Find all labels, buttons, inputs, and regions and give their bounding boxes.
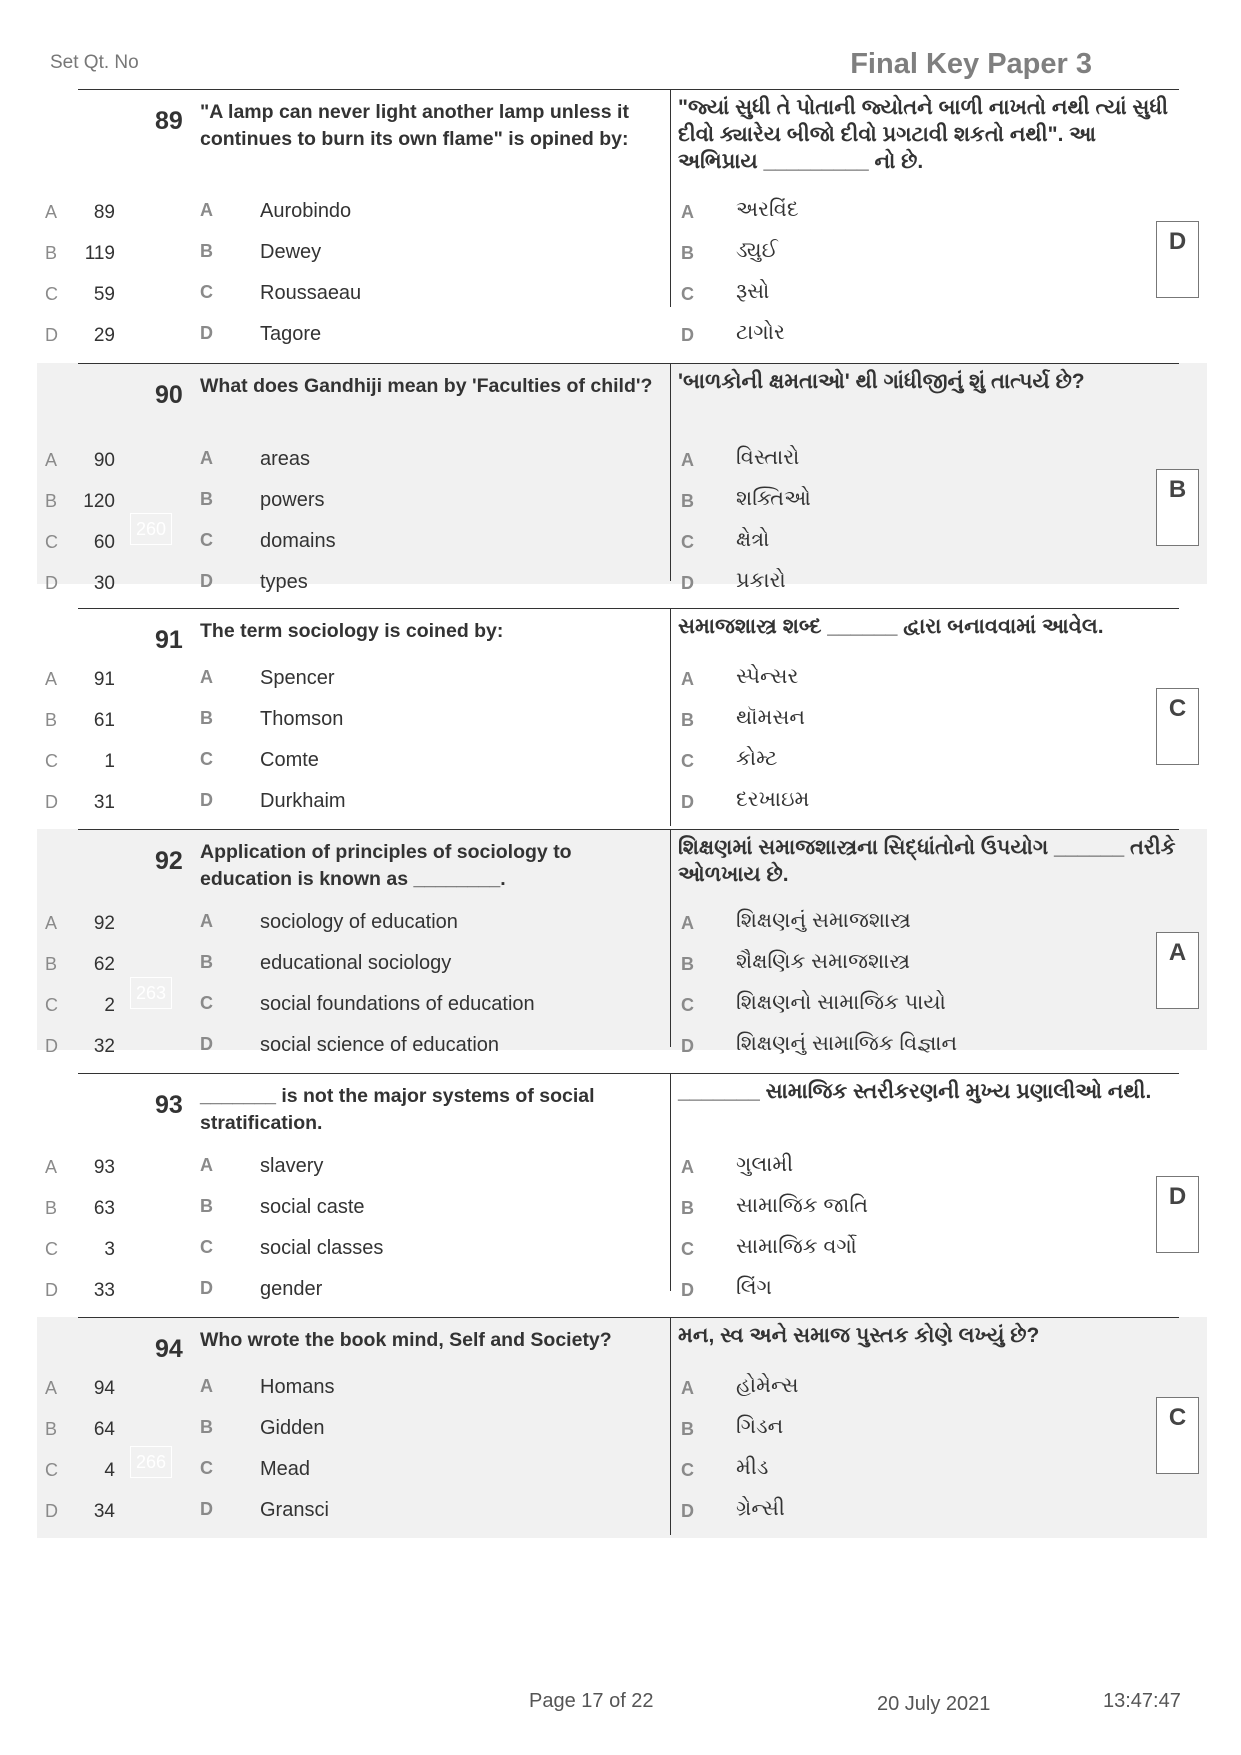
question-text-gujarati: મન, સ્વ અને સમાજ પુસ્તક કોણે લખ્યું છે? (678, 1324, 1040, 1347)
option-letter: A (200, 1376, 213, 1396)
divider (78, 1073, 1179, 1074)
question-block (37, 1317, 1207, 1538)
question-number: 93 (155, 1091, 183, 1119)
set-question-number: 91 (93, 669, 115, 690)
set-label: A (45, 1378, 58, 1398)
option-letter-gujarati: C (681, 532, 694, 552)
set-question-number: 120 (83, 491, 115, 512)
option-letter: B (200, 1196, 213, 1216)
option-text-gujarati: ક્ષેત્રો (736, 528, 770, 551)
option-letter: C (200, 993, 213, 1013)
option-row (37, 944, 1207, 984)
set-label: D (45, 573, 58, 593)
divider (78, 829, 1179, 830)
answer-key-box (1156, 1176, 1199, 1253)
option-text-gujarati: ટાગોર (736, 321, 785, 344)
option-letter: D (200, 571, 213, 591)
question-block (37, 363, 1207, 594)
question-text-gujarati: "જ્યાં સુધી તે પોતાની જ્યોતને બાળી નાખતો નથી ત્યાં સુધી દીવો ક્યારેય બીજો દીવો પ્રગટાવી શકતો નથી". આ અભિપ્રાય _________ નો છે. (678, 96, 1169, 173)
option-text-english: Aurobindo (260, 200, 352, 222)
option-letter: A (200, 448, 213, 468)
option-text-english: Tagore (260, 323, 322, 345)
set-question-number: 89 (93, 202, 115, 223)
option-letter-gujarati: C (681, 1460, 694, 1480)
option-letter: C (200, 282, 213, 302)
option-text-gujarati: સામાજિક વર્ગો (736, 1235, 857, 1258)
set-label: C (45, 995, 58, 1015)
set-label: B (45, 1198, 58, 1218)
set-label: A (45, 202, 58, 222)
question-text-gujarati: _______ સામાજિક સ્તરીકરણની મુખ્ય પ્રણાલીઓ નથી. (678, 1080, 1152, 1103)
option-text-gujarati: શિક્ષણનું સામાજિક વિજ્ઞાન (736, 1032, 958, 1055)
option-text-english: areas (260, 448, 311, 470)
set-label: B (45, 491, 58, 511)
option-letter-gujarati: A (681, 1157, 694, 1177)
option-row (37, 274, 1207, 314)
set-label: B (45, 710, 58, 730)
option-letter-gujarati: A (681, 669, 694, 689)
option-text-english: Homans (260, 1376, 335, 1398)
set-label: A (45, 669, 58, 689)
option-text-english: Gransci (260, 1499, 329, 1521)
question-text-gujarati: 'બાળકોની ક્ષમતાઓ' થી ગાંધીજીનું શું તાત્પર્ય છે? (678, 370, 1085, 393)
option-text-english: social foundations of education (260, 993, 535, 1015)
option-row (37, 659, 1207, 699)
answer-key: B (1168, 476, 1187, 503)
question-number: 90 (155, 381, 183, 409)
set-question-number: 4 (104, 1460, 115, 1481)
option-text-gujarati: શિક્ષણનો સામાજિક પાયો (736, 991, 946, 1014)
question-number: 94 (155, 1335, 183, 1363)
set-question-number: 33 (93, 1280, 115, 1301)
set-question-number: 1 (104, 751, 115, 772)
option-letter: A (200, 911, 213, 931)
watermark-number: 263 (130, 977, 172, 1009)
set-label: A (45, 450, 58, 470)
answer-key-box (1156, 688, 1199, 765)
divider (78, 1317, 1179, 1318)
question-text-gujarati: સમાજશાસ્ત્ર શબ્દ ______ દ્વારા બનાવવામાં આવેલ. (678, 615, 1104, 638)
option-letter-gujarati: D (681, 573, 694, 593)
option-letter-gujarati: B (681, 491, 694, 511)
option-letter-gujarati: A (681, 1378, 694, 1398)
option-row (37, 1026, 1207, 1066)
option-letter: B (200, 489, 213, 509)
question-block (37, 89, 1207, 346)
option-text-english: social classes (260, 1237, 384, 1259)
question-number: 91 (155, 626, 183, 654)
option-text-gujarati: સ્પેન્સર (736, 665, 799, 688)
option-row (37, 481, 1207, 521)
header-set-qno: Set Qt. No (50, 52, 139, 73)
option-row (37, 741, 1207, 781)
option-text-gujarati: કોમ્ટ (736, 747, 778, 770)
option-letter: B (200, 241, 213, 261)
watermark-number: 260 (130, 513, 172, 545)
set-label: B (45, 1419, 58, 1439)
option-text-english: educational sociology (260, 952, 452, 974)
answer-key: C (1168, 695, 1187, 722)
option-letter: B (200, 1417, 213, 1437)
option-text-english: types (260, 571, 308, 593)
set-question-number: 2 (104, 995, 115, 1016)
set-label: D (45, 325, 58, 345)
set-question-number: 61 (93, 710, 115, 731)
option-text-gujarati: ડ્યુઈ (736, 239, 778, 262)
option-row (37, 1368, 1207, 1408)
question-text-english: The term sociology is coined by: (200, 620, 504, 642)
page-title: Final Key Paper 3 (850, 48, 1092, 80)
option-text-gujarati: થૉમસન (736, 706, 806, 729)
set-label: A (45, 1157, 58, 1177)
option-letter-gujarati: A (681, 913, 694, 933)
set-question-number: 32 (93, 1036, 115, 1057)
option-row (37, 563, 1207, 603)
answer-key-box (1156, 1397, 1199, 1474)
option-text-english: Thomson (260, 708, 344, 730)
question-text-english: _______ is not the major systems of social stratification. (200, 1085, 595, 1134)
set-question-number: 59 (93, 284, 115, 305)
option-text-english: Spencer (260, 667, 335, 689)
option-text-gujarati: સામાજિક જાતિ (736, 1194, 869, 1217)
option-row (37, 1229, 1207, 1269)
option-letter-gujarati: D (681, 1280, 694, 1300)
option-letter-gujarati: B (681, 243, 694, 263)
option-row (37, 440, 1207, 480)
question-number: 89 (155, 107, 183, 135)
option-text-english: social caste (260, 1196, 365, 1218)
option-row (37, 1188, 1207, 1228)
option-letter-gujarati: D (681, 792, 694, 812)
option-letter-gujarati: B (681, 1419, 694, 1439)
set-question-number: 30 (93, 573, 115, 594)
question-text-english: Application of principles of sociology to education is known as ________. (200, 841, 572, 890)
option-text-english: domains (260, 530, 336, 552)
question-text-english: Who wrote the book mind, Self and Society? (200, 1329, 612, 1351)
option-letter-gujarati: B (681, 1198, 694, 1218)
option-row (37, 1491, 1207, 1531)
set-label: C (45, 1460, 58, 1480)
set-label: C (45, 1239, 58, 1259)
set-question-number: 119 (84, 243, 115, 264)
question-text-gujarati: શિક્ષણમાં સમાજશાસ્ત્રના સિદ્ધાંતોનો ઉપયોગ ______ તરીકે ઓળખાય છે. (678, 836, 1176, 886)
option-letter: B (200, 952, 213, 972)
set-label: B (45, 243, 58, 263)
option-letter: C (200, 1237, 213, 1257)
option-row (37, 700, 1207, 740)
option-letter-gujarati: A (681, 202, 694, 222)
print-time: 13:47:47 (1103, 1690, 1181, 1712)
set-question-number: 60 (93, 532, 115, 553)
question-text-english: What does Gandhiji mean by 'Faculties of child'? (200, 375, 653, 397)
set-question-number: 29 (93, 325, 115, 346)
watermark-number: 266 (130, 1446, 172, 1478)
option-letter-gujarati: B (681, 710, 694, 730)
option-letter: D (200, 790, 213, 810)
option-text-gujarati: વિસ્તારો (736, 446, 800, 469)
answer-key-box (1156, 932, 1199, 1009)
option-text-english: Mead (260, 1458, 311, 1480)
option-text-english: gender (260, 1278, 323, 1300)
option-text-gujarati: શૈક્ષણિક સમાજશાસ્ત્ર (736, 950, 911, 973)
question-block (37, 608, 1207, 829)
option-letter: B (200, 708, 213, 728)
set-label: C (45, 751, 58, 771)
option-text-gujarati: ગિડન (736, 1415, 784, 1438)
option-letter-gujarati: A (681, 450, 694, 470)
option-row (37, 1270, 1207, 1310)
option-text-english: Gidden (260, 1417, 325, 1439)
question-text-english: "A lamp can never light another lamp unless it continues to burn its own flame" is opined by: (200, 101, 629, 150)
option-row (37, 1409, 1207, 1449)
option-text-english: Durkhaim (260, 790, 346, 812)
option-text-gujarati: ગ્રેન્સી (736, 1497, 785, 1520)
set-question-number: 3 (104, 1239, 115, 1260)
option-letter-gujarati: C (681, 751, 694, 771)
answer-key-box (1156, 221, 1199, 298)
option-letter: C (200, 1458, 213, 1478)
divider (78, 608, 1179, 609)
option-row (37, 903, 1207, 943)
option-text-english: sociology of education (260, 911, 458, 933)
question-block (37, 829, 1207, 1057)
option-text-gujarati: ગુલામી (736, 1153, 794, 1176)
option-text-gujarati: શક્તિઓ (736, 487, 811, 510)
option-text-english: Roussaeau (260, 282, 362, 304)
option-row (37, 192, 1207, 232)
option-letter-gujarati: C (681, 284, 694, 304)
option-text-english: social science of education (260, 1034, 500, 1056)
divider (78, 363, 1179, 364)
option-text-gujarati: મીડ (736, 1456, 769, 1479)
option-row (37, 522, 1207, 562)
option-text-gujarati: હોમેન્સ (736, 1374, 799, 1397)
option-letter-gujarati: D (681, 1501, 694, 1521)
option-letter: A (200, 200, 213, 220)
set-label: D (45, 1501, 58, 1521)
set-question-number: 64 (93, 1419, 115, 1440)
option-text-english: Dewey (260, 241, 322, 263)
option-text-gujarati: શિક્ષણનું સમાજશાસ્ત્ર (736, 909, 911, 932)
answer-key: D (1168, 228, 1187, 255)
set-question-number: 93 (93, 1157, 115, 1178)
set-label: A (45, 913, 58, 933)
option-letter: D (200, 1034, 213, 1054)
set-question-number: 34 (93, 1501, 115, 1522)
option-text-gujarati: દરખાઇમ (736, 788, 810, 811)
set-label: C (45, 284, 58, 304)
option-letter: C (200, 530, 213, 550)
question-number: 92 (155, 847, 183, 875)
option-letter: A (200, 667, 213, 687)
option-text-gujarati: અરવિંદ (736, 198, 799, 221)
set-question-number: 31 (93, 792, 115, 813)
page-number: Page 17 of 22 (529, 1690, 654, 1712)
option-letter: C (200, 749, 213, 769)
answer-key: A (1168, 939, 1187, 966)
print-date: 20 July 2021 (877, 1693, 991, 1715)
option-letter: D (200, 1499, 213, 1519)
answer-key: C (1168, 1404, 1187, 1431)
option-letter: D (200, 1278, 213, 1298)
option-row (37, 1147, 1207, 1187)
option-letter-gujarati: C (681, 995, 694, 1015)
option-text-gujarati: રૂસો (736, 280, 770, 303)
set-label: D (45, 1280, 58, 1300)
option-text-english: Comte (260, 749, 319, 771)
set-label: D (45, 1036, 58, 1056)
set-label: D (45, 792, 58, 812)
option-row (37, 315, 1207, 355)
option-letter-gujarati: B (681, 954, 694, 974)
set-label: C (45, 532, 58, 552)
option-letter: D (200, 323, 213, 343)
divider (78, 89, 1179, 90)
set-question-number: 90 (93, 450, 115, 471)
option-text-gujarati: લિંગ (736, 1276, 772, 1299)
option-text-english: slavery (260, 1155, 324, 1177)
option-letter-gujarati: D (681, 325, 694, 345)
option-row (37, 1450, 1207, 1490)
set-label: B (45, 954, 58, 974)
option-row (37, 985, 1207, 1025)
set-question-number: 92 (93, 913, 115, 934)
set-question-number: 63 (93, 1198, 115, 1219)
option-letter: A (200, 1155, 213, 1175)
question-block (37, 1073, 1207, 1301)
option-letter-gujarati: D (681, 1036, 694, 1056)
answer-key-box (1156, 469, 1199, 546)
set-question-number: 62 (93, 954, 115, 975)
set-question-number: 94 (93, 1378, 115, 1399)
option-text-english: powers (260, 489, 325, 511)
answer-key: D (1168, 1183, 1187, 1210)
option-row (37, 233, 1207, 273)
option-row (37, 782, 1207, 822)
option-text-gujarati: પ્રકારો (736, 569, 786, 592)
option-letter-gujarati: C (681, 1239, 694, 1259)
